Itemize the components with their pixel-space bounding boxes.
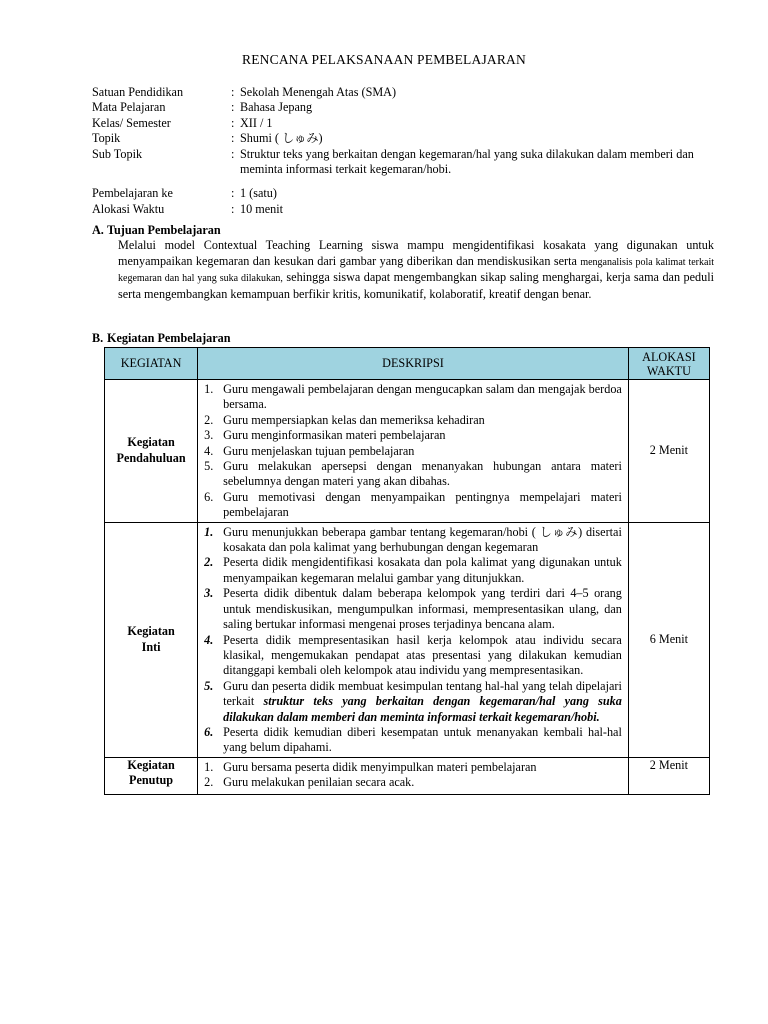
list-item: 5. Guru melakukan apersepsi dengan menanyakan hubungan antara materi sebelumnya dengan materi yang akan dibahas. <box>204 459 622 489</box>
info-label: Alokasi Waktu <box>92 201 165 216</box>
info-value: XII / 1 <box>240 115 273 130</box>
info-colon: : <box>231 85 235 99</box>
list-item: 2. Guru melakukan penilaian secara acak. <box>204 775 415 790</box>
info-label: Kelas/ Semester <box>92 115 171 130</box>
info-colon: : <box>231 146 235 161</box>
list-item: 4. Guru menjelaskan tujuan pembelajaran <box>204 443 415 458</box>
section-heading <box>92 331 714 346</box>
info-row-pembelajaran <box>92 186 732 201</box>
info-label: Pembelajaran ke <box>92 186 173 201</box>
info-label: Sub Topik <box>92 146 143 161</box>
list-item: 3. Guru menginformasikan materi pembelajaran <box>204 428 446 443</box>
list-item: 1. Guru menunjukkan beberapa gambar tentang kegemaran/hobi ( しゅみ) disertai kosakata dan pola kalimat yang berhubungan dengan kegemaran <box>204 524 622 555</box>
document-title: RENCANA PELAKSANAAN PEMBELAJARAN <box>242 52 526 67</box>
info-value: Sekolah Menengah Atas (SMA) <box>240 85 397 99</box>
info-colon: : <box>231 201 235 216</box>
list-item: 6. Guru memotivasi dengan menyampaikan pentingnya mempelajari materi pembelajaran <box>204 489 622 520</box>
list-item: 1. Guru bersama peserta didik menyimpulkan materi pembelajaran <box>204 759 537 774</box>
info-value: Shumi ( しゅみ) <box>240 131 323 146</box>
header-kegiatan: KEGIATAN <box>105 348 198 380</box>
kegiatan-cell: Kegiatan Penutup <box>105 757 198 794</box>
waktu-cell: 6 Menit <box>628 522 709 757</box>
identity-block <box>92 85 732 217</box>
waktu-cell: 2 Menit <box>628 757 709 794</box>
section-kegiatan <box>92 331 714 346</box>
list-item: 1. Guru mengawali pembelajaran dengan mengucapkan salam dan mengajak berdoa bersama. <box>204 382 622 412</box>
list-item: 3. Peserta didik dibentuk dalam beberapa kelompok yang terdiri dari 4–5 orang untuk mendiskusikan, mengumpulkan informasi, mempresentasikan ulang, dan saling bertukar informasi mengenai proses terjadinya bencana alam. <box>204 586 622 632</box>
list-item: 5. Guru dan peserta didik membuat kesimpulan tentang hal-hal yang telah dipelajari terkait struktur teks yang berkaitan dengan kegemaran/hal yang suka dilakukan dalam memberi dan meminta informasi terkait kegemaran/hobi. <box>204 678 622 724</box>
table-row <box>105 757 710 794</box>
emphasis-text: struktur teks yang berkaitan dengan kegemaran/hal yang suka dilakukan dalam memberi dan meminta informasi terkait kegemaran/hobi. <box>223 694 622 724</box>
section-title: Tujuan Pembelajaran <box>107 223 221 237</box>
info-row-satuan <box>92 85 732 100</box>
info-row-topik <box>92 131 732 146</box>
tujuan-paragraph <box>118 238 714 302</box>
table-header-row <box>105 348 710 380</box>
info-colon: : <box>231 100 235 115</box>
section-heading <box>92 223 714 238</box>
tujuan-text-1: Melalui model Contextual Teaching Learning siswa mampu mengidentifikasi kosakata yang digunakan untuk menyampaikan kegemaran dan kesukan dari gambar yang diberikan dan mendiskusikan serta <box>118 238 714 268</box>
tujuan-text-2: sehingga siswa dapat mengembangkan sikap saling menghargai, kerja sama dan peduli serta mengembangkan kemampuan berfikir kritis, komunikatif, kolaboratif, kreatif dengan benar. <box>118 270 714 301</box>
deskripsi-cell <box>198 757 629 794</box>
kegiatan-table <box>104 347 710 795</box>
header-deskripsi: DESKRIPSI <box>198 348 629 380</box>
list-item: 2. Peserta didik mengidentifikasi kosakata dan pola kalimat yang digunakan untuk menyampaikan kegemaran melalui gambar yang ditunjukkan. <box>204 555 622 585</box>
table-row <box>105 522 710 757</box>
list-item: 2. Guru mempersiapkan kelas dan memeriksa kehadiran <box>204 412 485 427</box>
info-label: Topik <box>92 131 121 146</box>
info-row-mapel <box>92 100 732 115</box>
info-label: Satuan Pendidikan <box>92 85 184 99</box>
list-item: 6. Peserta didik kemudian diberi kesempatan untuk menanyakan kembali hal-hal yang belum dipahami. <box>204 724 622 755</box>
info-colon: : <box>231 186 235 201</box>
info-row-subtopik <box>92 147 732 178</box>
info-value: 10 menit <box>240 201 283 216</box>
info-colon: : <box>231 131 235 146</box>
header-alokasi-waktu: ALOKASI WAKTU <box>628 348 709 380</box>
info-colon: : <box>231 115 235 130</box>
tujuan-text-small: menganalisis pola kalimat terkait kegemaran dan hal yang suka dilakukan, <box>118 256 714 285</box>
section-title: Kegiatan Pembelajaran <box>107 331 231 345</box>
section-letter: B. <box>92 331 104 345</box>
section-tujuan <box>92 223 714 302</box>
info-value: Struktur teks yang berkaitan dengan kegemaran/hal yang suka dilakukan dalam memberi dan meminta informasi terkait kegemaran/hobi. <box>240 146 694 177</box>
section-letter: A. <box>92 223 104 237</box>
info-value: Bahasa Jepang <box>240 100 313 115</box>
info-label: Mata Pelajaran <box>92 100 166 115</box>
list-item: 4. Peserta didik mempresentasikan hasil kerja kelompok atau individu secara klasikal, mengemukakan pendapat atas presentasi yang dilakukan kemudian ditanggapi kembali oleh kelompok atau individu yang mempresentasikan. <box>204 632 622 678</box>
info-value: 1 (satu) <box>240 186 277 201</box>
deskripsi-cell <box>198 380 629 523</box>
info-row-kelas <box>92 116 732 131</box>
kegiatan-cell: Kegiatan Pendahuluan <box>105 380 198 523</box>
info-row-alokasi <box>92 202 732 217</box>
waktu-cell: 2 Menit <box>628 380 709 523</box>
table-row <box>105 380 710 523</box>
kegiatan-cell: Kegiatan Inti <box>105 522 198 757</box>
deskripsi-cell <box>198 522 629 757</box>
